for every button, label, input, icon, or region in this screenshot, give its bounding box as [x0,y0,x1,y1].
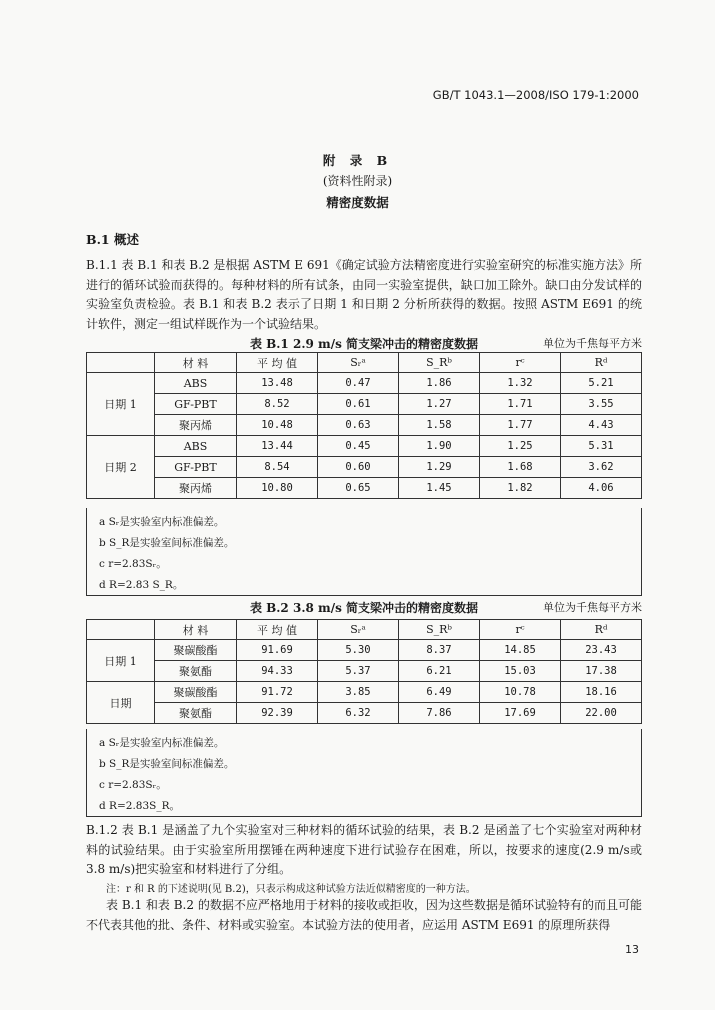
value-cell: 91.72 [237,682,318,703]
value-cell: 10.78 [480,682,561,703]
value-cell: 1.71 [480,394,561,415]
value-cell: 5.30 [318,640,399,661]
value-cell: 22.00 [561,703,642,724]
value-cell: 0.65 [318,478,399,499]
table-row [87,457,642,478]
material-cell: 聚丙烯 [155,478,237,499]
value-cell: 6.32 [318,703,399,724]
table1-unit: 单位为千焦每平方米 [543,337,642,350]
column-header: S_Rᵇ [399,353,480,373]
column-header: Rᵈ [561,353,642,373]
value-cell: 6.21 [399,661,480,682]
table-header-row [87,620,642,640]
table-row [87,661,642,682]
table1 [86,352,642,499]
value-cell: 0.47 [318,373,399,394]
table2-unit: 单位为千焦每平方米 [543,601,642,614]
value-cell: 3.55 [561,394,642,415]
table2-title: 表 B.2 3.8 m/s 简支梁冲击的精密度数据 [249,601,479,615]
table-footnote: a Sᵣ是实验室内标准偏差。 [99,737,225,749]
value-cell: 91.69 [237,640,318,661]
table2 [86,619,642,724]
material-cell: ABS [155,436,237,457]
value-cell: 1.32 [480,373,561,394]
table-footnote: d R=2.83 S_R。 [99,579,184,591]
table-row [87,478,642,499]
table1-caption [86,335,642,352]
table-row [87,682,642,703]
table-row [87,415,642,436]
table-row [87,436,642,457]
value-cell: 17.38 [561,661,642,682]
material-cell: ABS [155,373,237,394]
column-header [87,353,155,373]
table-footnote: c r=2.83Sᵣ。 [99,779,167,791]
day-cell: 日期 [87,682,155,724]
value-cell: 17.69 [480,703,561,724]
table-footnote: a Sᵣ是实验室内标准偏差。 [99,516,225,528]
table1-title: 表 B.1 2.9 m/s 简支梁冲击的精密度数据 [249,337,479,351]
paragraph-b11: B.1.1 表 B.1 和表 B.2 是根据 ASTM E 691《确定试验方法精密度进行实验室研究的标准实施方法》所进行的循环试验而获得的。每种材料的所有试条，由同一实验室提供，缺口加工除外。缺口由分发试样的实验室负责检验。表 B.1 和表 B.2 表示了日期 1 和日期 2 分析所获得的数据。按照 ASTM E691 的统计软件，测定一组试样既作为一个试验结果。 [86,258,642,331]
table-row [87,640,642,661]
column-header: 平 均 值 [237,620,318,640]
value-cell: 6.49 [399,682,480,703]
value-cell: 92.39 [237,703,318,724]
column-header: 材 料 [155,353,237,373]
table-row [87,373,642,394]
value-cell: 1.45 [399,478,480,499]
value-cell: 0.63 [318,415,399,436]
value-cell: 1.58 [399,415,480,436]
value-cell: 14.85 [480,640,561,661]
material-cell: 聚丙烯 [155,415,237,436]
value-cell: 1.27 [399,394,480,415]
value-cell: 13.48 [237,373,318,394]
column-header [87,620,155,640]
material-cell: 聚碳酸酯 [155,682,237,703]
value-cell: 8.37 [399,640,480,661]
material-cell: 聚碳酸酯 [155,640,237,661]
value-cell: 15.03 [480,661,561,682]
value-cell: 1.29 [399,457,480,478]
value-cell: 1.90 [399,436,480,457]
table-footnote: c r=2.83Sᵣ。 [99,558,167,570]
value-cell: 1.82 [480,478,561,499]
paragraph-b12: B.1.2 表 B.1 是涵盖了九个实验室对三种材料的循环试验的结果，表 B.2 是函盖了七个实验室对两种材料的试验结果。由于实验室所用摆锤在两种速度下进行试验存在困难，所以，按要求的速度(2.9 m/s或 3.8 m/s)把实验室和材料进行了分组。 [86,823,642,876]
table2-notes [86,729,642,817]
table1-notes [86,508,642,596]
value-cell: 1.86 [399,373,480,394]
value-cell: 1.68 [480,457,561,478]
column-header: rᶜ [480,353,561,373]
value-cell: 0.61 [318,394,399,415]
value-cell: 10.48 [237,415,318,436]
value-cell: 13.44 [237,436,318,457]
value-cell: 1.25 [480,436,561,457]
value-cell: 18.16 [561,682,642,703]
appendix-title: 附 录 B [322,153,393,168]
material-cell: GF-PBT [155,394,237,415]
value-cell: 3.85 [318,682,399,703]
value-cell: 3.62 [561,457,642,478]
appendix-name: 精密度数据 [326,195,389,210]
standard-code: GB/T 1043.1—2008/ISO 179-1:2000 [432,88,639,102]
table-footnote: b S_R是实验室间标准偏差。 [99,537,235,549]
value-cell: 94.33 [237,661,318,682]
value-cell: 4.06 [561,478,642,499]
material-cell: 聚氨酯 [155,661,237,682]
value-cell: 5.37 [318,661,399,682]
value-cell: 5.21 [561,373,642,394]
column-header: Sᵣᵃ [318,353,399,373]
value-cell: 4.43 [561,415,642,436]
value-cell: 1.77 [480,415,561,436]
column-header: S_Rᵇ [399,620,480,640]
value-cell: 10.80 [237,478,318,499]
note-line: 注：r 和 R 的下述说明(见 B.2)，只表示构成这种试验方法近似精密度的一种方法。 [106,884,476,895]
value-cell: 7.86 [399,703,480,724]
day-cell: 日期 2 [87,436,155,499]
day-cell: 日期 1 [87,373,155,436]
value-cell: 8.54 [237,457,318,478]
day-cell: 日期 1 [87,640,155,682]
table-row [87,394,642,415]
material-cell: GF-PBT [155,457,237,478]
table-footnote: b S_R是实验室间标准偏差。 [99,758,235,770]
value-cell: 8.52 [237,394,318,415]
paragraph-b12-continued: 表 B.1 和表 B.2 的数据不应严格地用于材料的接收或拒收，因为这些数据是循环试验特有的而且可能不代表其他的批、条件、材料或实验室。本试验方法的使用者，应运用 ASTM E691 的原理所获得 [86,898,642,932]
column-header: rᶜ [480,620,561,640]
material-cell: 聚氨酯 [155,703,237,724]
appendix-title-block [0,150,715,213]
value-cell: 5.31 [561,436,642,457]
value-cell: 0.60 [318,457,399,478]
column-header: Rᵈ [561,620,642,640]
table-row [87,703,642,724]
section-heading: B.1 概述 [86,232,139,247]
table2-caption [86,599,642,616]
page-number: 13 [625,943,639,956]
column-header: 材 料 [155,620,237,640]
appendix-subtitle: (资料性附录) [322,174,393,188]
table-footnote: d R=2.83S_R。 [99,800,180,812]
column-header: Sᵣᵃ [318,620,399,640]
value-cell: 0.45 [318,436,399,457]
column-header: 平 均 值 [237,353,318,373]
table-header-row [87,353,642,373]
value-cell: 23.43 [561,640,642,661]
